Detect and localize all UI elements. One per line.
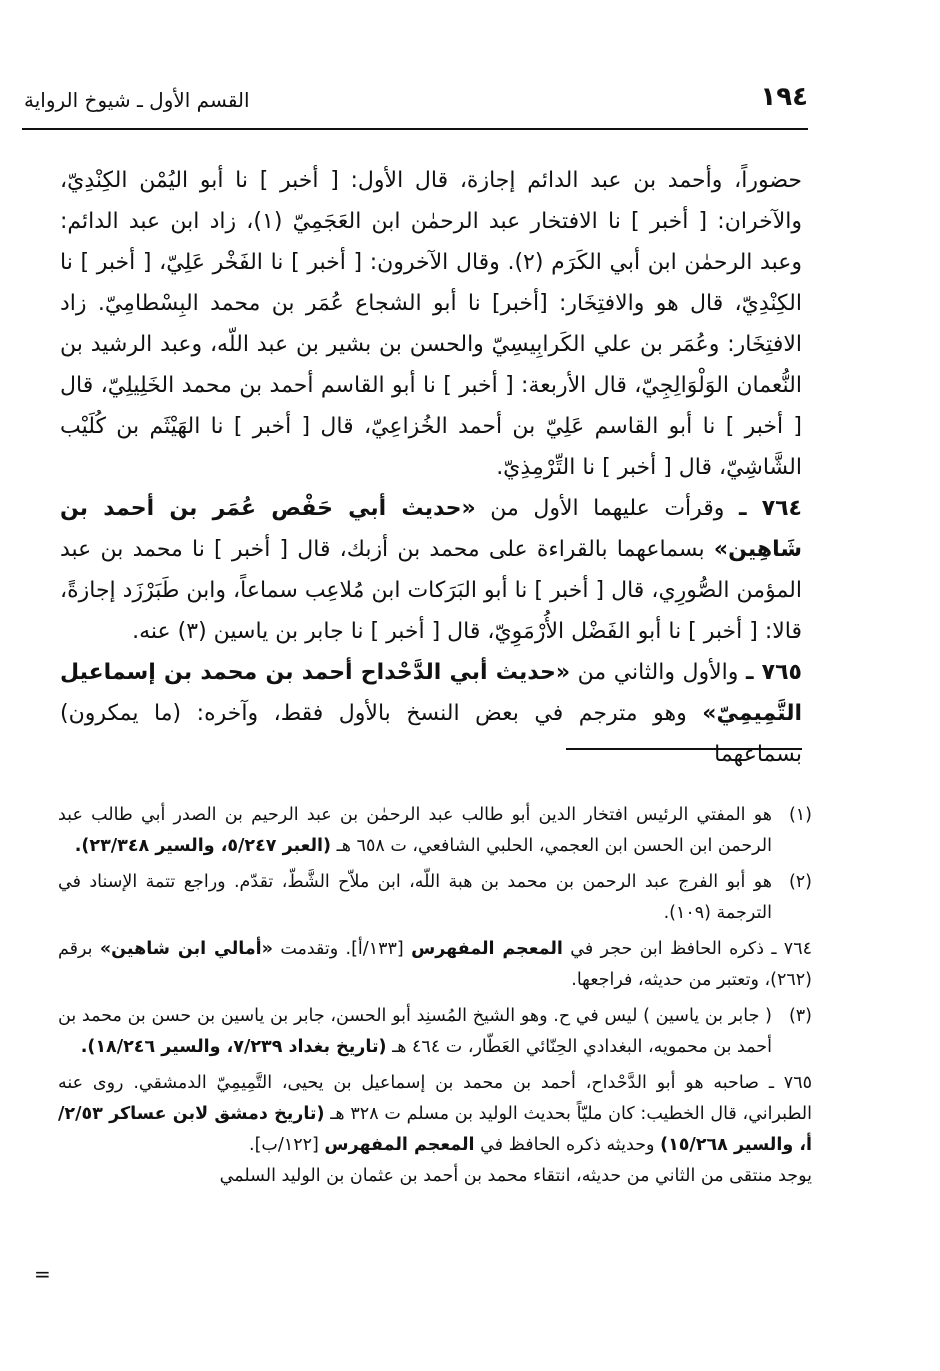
footnote-text: ( جابر بن ياسين ) ليس في ح. وهو الشيخ المُسنِد أبو الحسن، جابر بن ياسين بن حسن بن محمد بن أحمد بن محمويه، البغدادي الحِنّائي العَطّار، ت ٤٦٤ هـ — [58, 1006, 772, 1057]
entry-764 — [60, 488, 802, 652]
footnote-marker: (٣) — [788, 1006, 812, 1026]
footnote-lead: ٧٦٤ ـ ذكره الحافظ ابن حجر في — [570, 939, 812, 959]
footnote-764 — [58, 934, 812, 996]
footnote-mid: وحديثه ذكره الحافظ في — [480, 1135, 655, 1155]
entry-text: بسماعهما بالقراءة على محمد بن أزبك، قال [ أخبر ] نا محمد بن عبد المؤمن الصُّورِي، قال [ أخبر ] نا أبو البَرَكات ابن مُلاعِب سماعاً، وابن طَبَرْزَد إجازةً، قالا: [ أخبر ] نا أبو الفَضْل الأُرْمَوِيّ، قال [ أخبر ] نا جابر بن ياسين (٣) عنه. — [60, 537, 802, 644]
footnote-3 — [58, 1001, 812, 1063]
footnote-reference: (تاريخ دمشق لابن عساكر ٢/٥٣/أ، والسير ١٥/٢٦٨) — [58, 1104, 812, 1155]
entry-text: وهو مترجم في بعض النسخ بالأول فقط، وآخره: (ما يمكرون) بسماعهما — [60, 701, 802, 767]
footnote-title: «أمالي ابن شاهين» — [99, 939, 273, 959]
footnote-lead: ٧٦٥ ـ صاحبه هو أبو الدَّحْداح، أحمد بن محمد بن إسماعيل بن يحيى، التَّمِيمِيّ الدمشقي. روى عنه الطبراني، قال الخطيب: كان مليّاً بحديث الوليد بن مسلم ت ٣٢٨ هـ — [58, 1073, 812, 1124]
footnote-1 — [58, 800, 812, 862]
paragraph-isnad: حضوراً، وأحمد بن عبد الدائم إجازة، قال الأول: [ أخبر ] نا أبو اليُمْن الكِنْدِيّ، والآخران: [ أخبر ] نا الافتخار عبد الرحمٰن ابن العَجَمِيّ (١)، زاد ابن عبد الدائم: وعبد الرحمٰن ابن أبي الكَرَم (٢). وقال الآخرون: [ أخبر ] نا الفَخْر عَلِيّ، [ أخبر ] نا الكِنْدِيّ، قال هو والافتِخَار: [أخبر] نا أبو الشجاع عُمَر بن محمد البِسْطامِيّ. زاد الافتِخَار: وعُمَر بن علي الكَرابِيسِيّ والحسن بن بشير بن عبد اللّه، وعبد الرشيد بن النُّعمان الوَلْوَالِجِيّ، قال الأربعة: [ أخبر ] نا أبو القاسم أحمد بن محمد الخَلِيلِيّ، قال [ أخبر ] نا أبو القاسم عَلِيّ بن أحمد الخُزاعِيّ، قال [ أخبر ] نا الهَيْثَم بن كُلَيْب الشَّاشِيّ، قال [ أخبر ] نا التِّرْمِذِيّ. — [60, 168, 803, 480]
entry-number: ٧٦٤ ـ — [738, 496, 802, 521]
footnote-reference: (تاريخ بغداد ٧/٢٣٩، والسير ١٨/٢٤٦). — [80, 1037, 387, 1057]
footnote-reference: (العبر ٥/٢٤٧، والسير ٢٣/٣٤٨). — [74, 836, 332, 856]
page-header — [24, 78, 808, 118]
footnote-book: المعجم المفهرس — [411, 939, 563, 959]
entry-title: «حديث أبي حَفْص عُمَر بن أحمد بن شَاهِين» — [60, 496, 802, 562]
footnote-book: المعجم المفهرس — [324, 1135, 475, 1155]
footnote-2 — [58, 867, 812, 929]
footnotes — [58, 800, 812, 1197]
footnote-765 — [58, 1068, 812, 1192]
running-head: القسم الأول ـ شيوخ الرواية — [24, 88, 250, 112]
footnote-last-line: يوجد منتقى من الثاني من حديثه، انتقاء محمد بن أحمد بن عثمان بن الوليد السلمي — [219, 1166, 812, 1186]
entry-intro: وقرأت عليهما الأول من — [490, 496, 725, 521]
footnote-separator — [566, 748, 802, 750]
continuation-mark: = — [34, 1262, 51, 1286]
footnote-mid: [١٣٣/أ]. وتقدمت — [280, 939, 404, 959]
footnote-marker: (٢) — [788, 872, 812, 892]
header-rule — [22, 128, 808, 130]
entry-765 — [60, 652, 802, 775]
footnote-tail: برقم (٢٦٢)، وتعتبر من حديثه، فراجعها. — [58, 939, 812, 990]
footnote-tail: [١٢٢/ب]. — [249, 1135, 319, 1155]
main-text — [60, 160, 802, 775]
page-number: ١٩٤ — [760, 82, 808, 112]
footnote-text: هو أبو الفرج عبد الرحمن بن محمد بن هبة اللّه، ابن ملاّح الشَّطّ، تقدّم. وراجع تتمة الإسناد في الترجمة (١٠٩). — [58, 872, 772, 923]
footnote-text: هو المفتي الرئيس افتخار الدين أبو طالب عبد الرحمٰن بن عبد الرحيم بن الصدر أبي طالب عبد الرحمن ابن الحسن ابن العجمي، الحلبي الشافعي، ت ٦٥٨ هـ — [58, 805, 772, 856]
entry-intro: والأول والثاني من — [577, 660, 739, 685]
footnote-marker: (١) — [788, 805, 812, 825]
entry-number: ٧٦٥ ـ — [745, 660, 802, 685]
entry-title: «حديث أبي الدَّحْداح أحمد بن محمد بن إسماعيل التَّمِيمِيّ» — [60, 660, 802, 726]
